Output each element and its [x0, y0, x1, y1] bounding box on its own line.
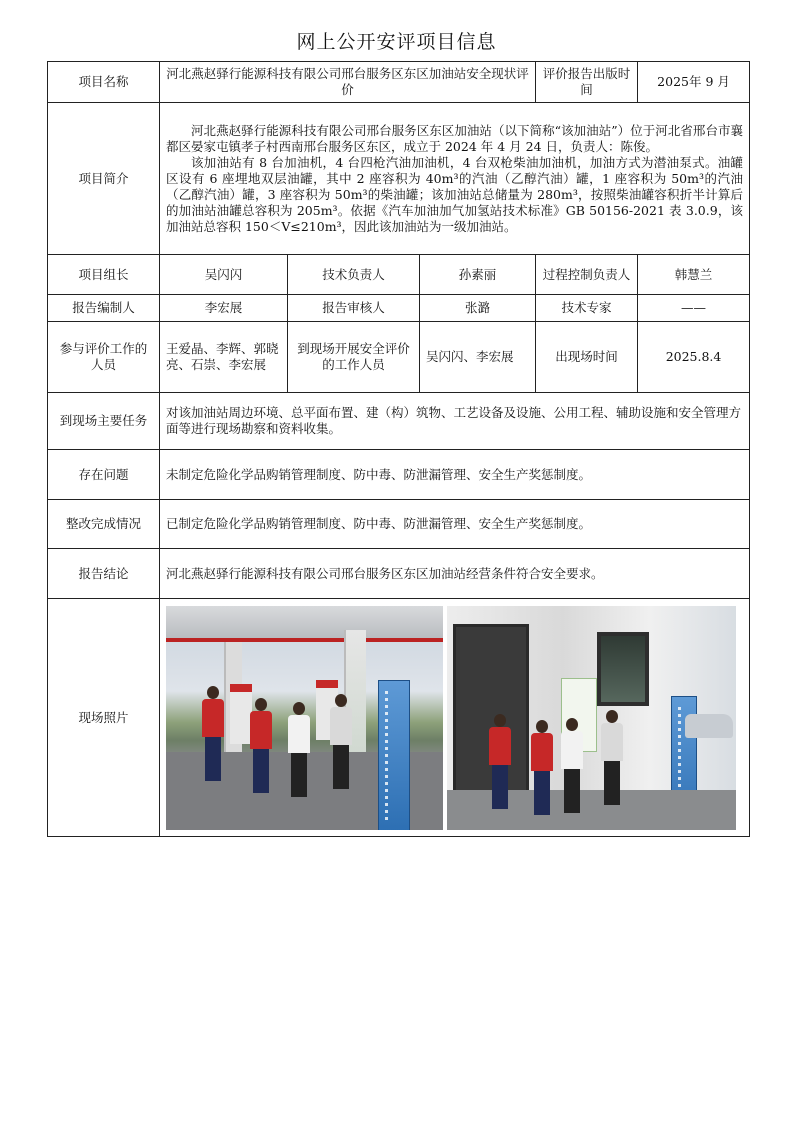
- label-photos: 现场照片: [48, 599, 160, 837]
- row-photos: [48, 599, 750, 837]
- person-figure: [202, 686, 224, 781]
- label-expert: 技术专家: [536, 295, 638, 322]
- tech-lead: 孙素丽: [420, 255, 536, 295]
- expert: ——: [638, 295, 750, 322]
- label-publish-time: 评价报告出版时间: [536, 62, 638, 103]
- fuel-pump: [230, 684, 252, 744]
- process-control: 韩慧兰: [638, 255, 750, 295]
- page-title: 网上公开安评项目信息: [296, 31, 497, 53]
- building-window: [597, 632, 649, 706]
- label-participants: 参与评价工作的人员: [48, 322, 160, 393]
- label-tasks: 到现场主要任务: [48, 393, 160, 450]
- info-sign: [378, 680, 410, 830]
- row-tasks: [48, 393, 750, 450]
- row-issues: [48, 450, 750, 500]
- label-intro: 项目简介: [48, 103, 160, 255]
- project-info-table: [47, 61, 750, 837]
- participants: 王爱晶、李辉、郭晓亮、石崇、李宏展: [160, 322, 288, 393]
- rectification-text: 已制定危险化学品购销管理制度、防中毒、防泄漏管理、安全生产奖惩制度。: [160, 500, 750, 549]
- person-figure: [561, 718, 583, 813]
- tasks-text: 对该加油站周边环境、总平面布置、建（构）筑物、工艺设备及设施、公用工程、辅助设施和安全管理方面等进行现场勘察和资料收集。: [160, 393, 750, 450]
- row-participants: [48, 322, 750, 393]
- row-rectification: [48, 500, 750, 549]
- project-name: 河北燕赵驿行能源科技有限公司邢台服务区东区加油站安全现状评价: [160, 62, 536, 103]
- canopy: [166, 606, 443, 642]
- issues-text: 未制定危险化学品购销管理制度、防中毒、防泄漏管理、安全生产奖惩制度。: [160, 450, 750, 500]
- parked-car: [685, 714, 733, 738]
- editor: 李宏展: [160, 295, 288, 322]
- row-conclusion: [48, 549, 750, 599]
- person-figure: [330, 694, 352, 789]
- label-editor: 报告编制人: [48, 295, 160, 322]
- team-leader: 吴闪闪: [160, 255, 288, 295]
- conclusion-text: 河北燕赵驿行能源科技有限公司邢台服务区东区加油站经营条件符合安全要求。: [160, 549, 750, 599]
- intro-paragraph-1: 河北燕赵驿行能源科技有限公司邢台服务区东区加油站（以下简称“该加油站”）位于河北省邢台市襄都区晏家屯镇孝子村西南邢台服务区东区，成立于 2024 年 4 月 24 日，负责人：陈俊。: [166, 122, 744, 154]
- label-team-leader: 项目组长: [48, 255, 160, 295]
- site-photo-canopy: [166, 606, 443, 830]
- person-figure: [531, 720, 553, 815]
- intro-paragraph-2: 该加油站有 8 台加油机，4 台四枪汽油加油机，4 台双枪柴油加油机，加油方式为潜油泵式。油罐区设有 6 座埋地双层油罐，其中 2 座容积为 40m³的汽油（乙醇汽油）罐，1 座容积为 50m³的汽油（乙醇汽油）罐，3 座容积为 50m³的柴油罐；该加油站总储量为 280m³，按照柴油罐容积折半计算后的加油站油罐总容积为 205m³。依据《汽车加油加气加氢站技术标准》GB 50156-2021 表 3.0.9，该加油站总容积 150＜V≤210m³，因此该加油站为一级加油站。: [166, 154, 744, 234]
- label-onsite-time: 出现场时间: [536, 322, 638, 393]
- onsite-staff: 吴闪闪、李宏展: [420, 322, 536, 393]
- label-reviewer: 报告审核人: [288, 295, 420, 322]
- row-project-name: [48, 62, 750, 103]
- row-leaders: [48, 255, 750, 295]
- label-onsite-staff: 到现场开展安全评价的工作人员: [288, 322, 420, 393]
- reviewer: 张潞: [420, 295, 536, 322]
- person-figure: [601, 710, 623, 805]
- person-figure: [250, 698, 272, 793]
- publish-time: 2025年 9 月: [638, 62, 750, 103]
- person-figure: [489, 714, 511, 809]
- label-issues: 存在问题: [48, 450, 160, 500]
- label-conclusion: 报告结论: [48, 549, 160, 599]
- row-intro: [48, 103, 750, 255]
- row-editors: [48, 295, 750, 322]
- intro-text: [160, 103, 750, 255]
- person-figure: [288, 702, 310, 797]
- label-project-name: 项目名称: [48, 62, 160, 103]
- label-tech-lead: 技术负责人: [288, 255, 420, 295]
- photos-cell: [160, 599, 750, 837]
- label-process-control: 过程控制负责人: [536, 255, 638, 295]
- onsite-time: 2025.8.4: [638, 322, 750, 393]
- site-photo-building: [447, 606, 736, 830]
- label-rectification: 整改完成情况: [48, 500, 160, 549]
